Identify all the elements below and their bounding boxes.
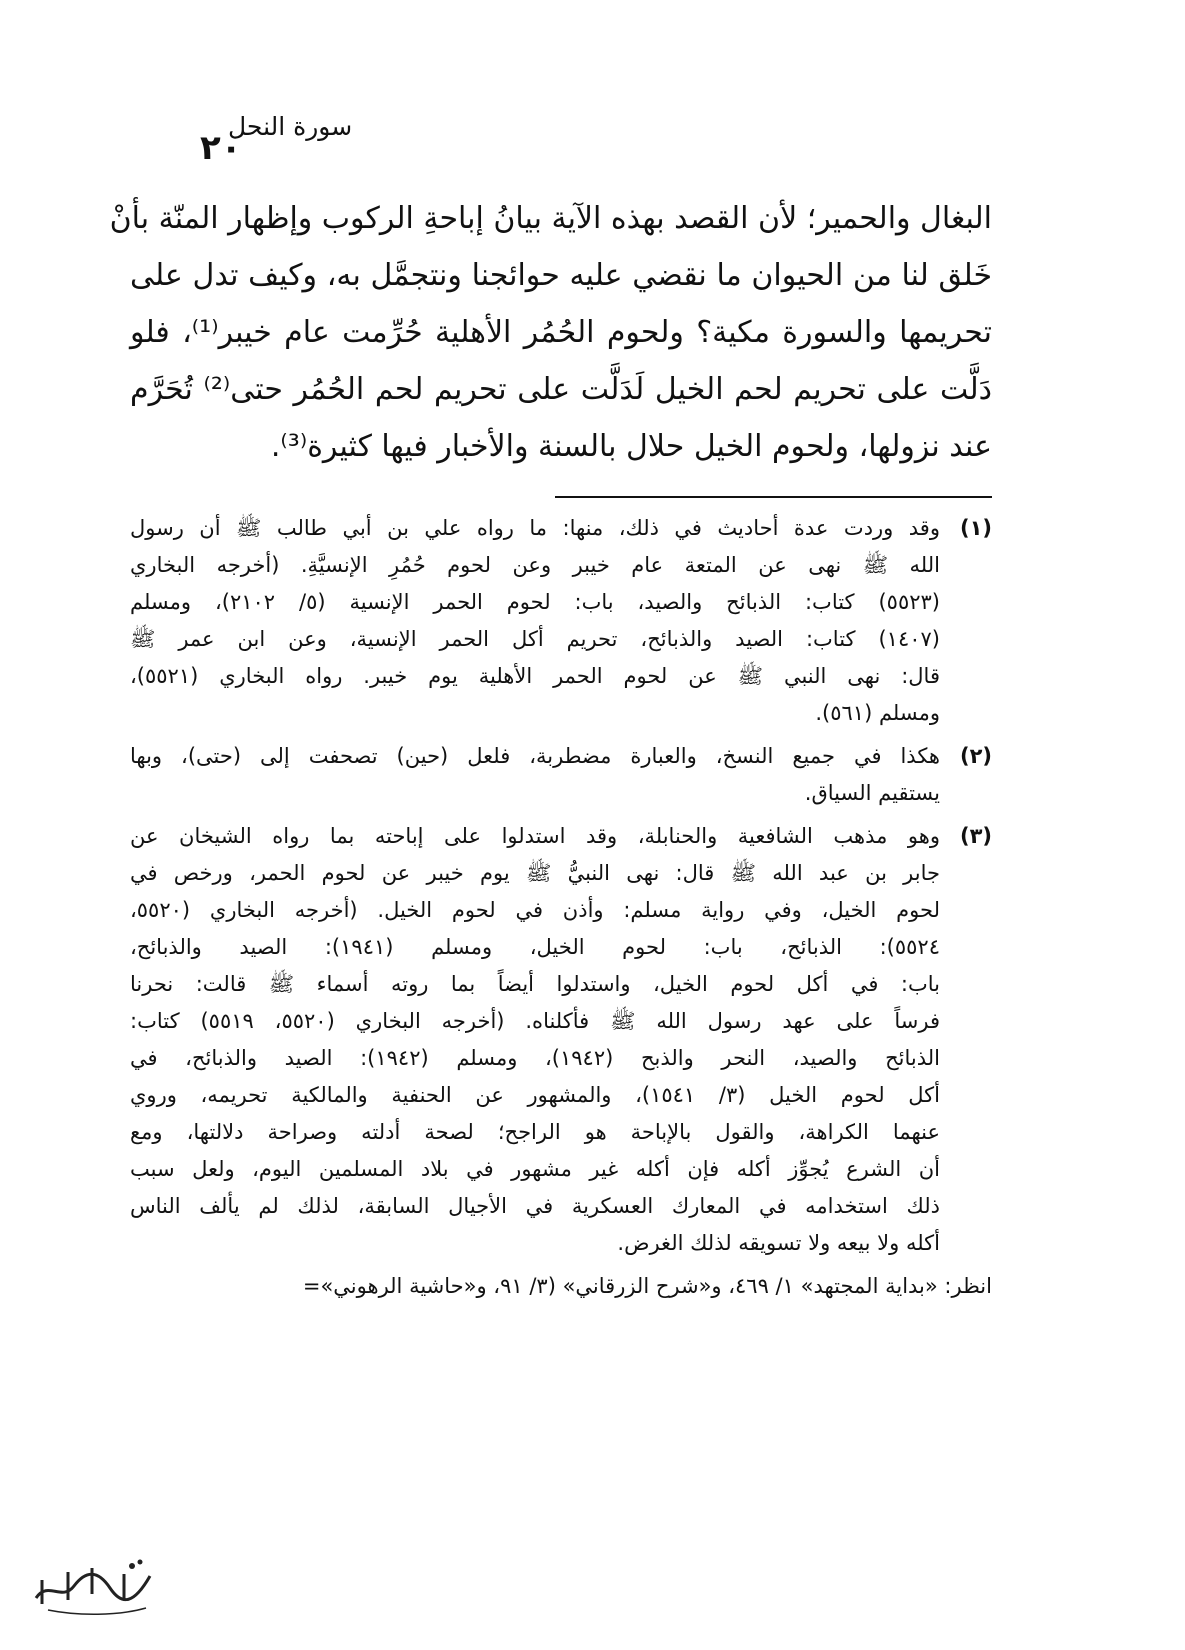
footnote-line: باب: في أكل لحوم الخيل، واستدلوا أيضاً بما روته أسماء ﷺ قالت: نحرنا bbox=[130, 972, 940, 996]
footnote-1 bbox=[130, 510, 992, 732]
footnote-number: (٣) bbox=[959, 824, 992, 848]
footnote-line: يستقيم السياق. bbox=[804, 781, 940, 805]
footnote-2 bbox=[130, 738, 992, 812]
stamp-calligraphy-icon bbox=[28, 1550, 158, 1620]
main-text-line: تحريمها والسورة مكية؟ ولحوم الحُمُر الأهلية حُرِّمت عام خيبر⁽¹⁾، فلو bbox=[130, 315, 992, 350]
footnote-3 bbox=[130, 818, 992, 1262]
main-text-line: خَلق لنا من الحيوان ما نقضي عليه حوائجنا ونتجمَّل به، وكيف تدل على bbox=[130, 258, 992, 293]
footnote-body bbox=[130, 738, 940, 812]
main-text-line: البغال والحمير؛ لأن القصد بهذه الآية بيانُ إباحةِ الركوب وإظهار المنّة بأنْ bbox=[109, 201, 992, 236]
footnote-line: عنهما الكراهة، والقول بالإباحة هو الراجح؛ لصحة أدلته وصراحة دلالتها، ومع bbox=[130, 1120, 940, 1144]
trailing-note bbox=[130, 1268, 992, 1305]
footnote-line: (١٤٠٧) كتاب: الصيد والذبائح، تحريم أكل الحمر الإنسية، وعن ابن عمر ﷺ bbox=[130, 627, 940, 651]
footnote-line: أكل لحوم الخيل (٣/ ١٥٤١)، والمشهور عن الحنفية والمالكية تحريمه، وروي bbox=[130, 1083, 940, 1107]
footnote-line: قال: نهى النبي ﷺ عن لحوم الحمر الأهلية يوم خيبر. رواه البخاري (٥٥٢١)، bbox=[130, 664, 940, 688]
main-text bbox=[109, 190, 992, 475]
footnote-line: (٥٥٢٣) كتاب: الذبائح والصيد، باب: لحوم الحمر الإنسية (٥/ ٢١٠٢)، ومسلم bbox=[130, 590, 940, 614]
footnote-number: (١) bbox=[959, 516, 992, 540]
footnote-line: ومسلم (٥٦١). bbox=[815, 701, 940, 725]
main-text-line: عند نزولها، ولحوم الخيل حلال بالسنة والأخبار فيها كثيرة⁽³⁾. bbox=[270, 429, 992, 464]
surah-title: سورة النحل bbox=[228, 112, 353, 141]
footnotes bbox=[130, 510, 992, 1311]
footnote-line: أن الشرع يُجوِّز أكله فإن أكله غير مشهور في بلاد المسلمين اليوم، ولعل سبب bbox=[130, 1157, 940, 1181]
page-number: ٢٠ bbox=[200, 128, 242, 168]
footnote-line: أكله ولا بيعه ولا تسويقه لذلك الغرض. bbox=[617, 1231, 940, 1255]
footnote-line: الذبائح والصيد، النحر والذبح (١٩٤٢)، ومسلم (١٩٤٢): الصيد والذبائح، في bbox=[130, 1046, 940, 1070]
footnote-number: (٢) bbox=[959, 744, 992, 768]
footnote-line: فرساً على عهد رسول الله ﷺ فأكلناه. (أخرجه البخاري (٥٥٢٠، ٥٥١٩) كتاب: bbox=[130, 1009, 941, 1033]
footnote-line: الله ﷺ نهى عن المتعة عام خيبر وعن لحوم حُمُرِ الإنسيَّةِ. (أخرجه البخاري bbox=[130, 553, 940, 577]
library-stamp-logo bbox=[28, 1550, 158, 1620]
footnote-divider bbox=[555, 496, 992, 498]
footnote-body bbox=[130, 510, 940, 732]
footnote-line: وقد وردت عدة أحاديث في ذلك، منها: ما رواه علي بن أبي طالب ﷺ أن رسول bbox=[130, 516, 940, 540]
trailing-note-line: انظر: «بداية المجتهد» ١/ ٤٦٩، و«شرح الزرقاني» (٣/ ٩١، و«حاشية الرهوني»= bbox=[302, 1274, 992, 1298]
main-text-line: دَلَّت على تحريم لحم الخيل لَدَلَّت على تحريم لحم الحُمُر حتى⁽²⁾ تُحَرَّم bbox=[130, 372, 992, 407]
running-head bbox=[200, 112, 1000, 168]
footnote-body bbox=[130, 818, 940, 1262]
footnote-line: هكذا في جميع النسخ، والعبارة مضطربة، فلعل (حين) تصحفت إلى (حتى)، وبها bbox=[130, 744, 940, 768]
footnote-line: ذلك استخدامه في المعارك العسكرية في الأجيال السابقة، لذلك لم يألف الناس bbox=[130, 1194, 940, 1218]
footnote-line: لحوم الخيل، وفي رواية مسلم: وأذن في لحوم الخيل. (أخرجه البخاري (٥٥٢٠، bbox=[130, 898, 940, 922]
footnote-line: وهو مذهب الشافعية والحنابلة، وقد استدلوا على إباحته بما رواه الشيخان عن bbox=[130, 824, 940, 848]
footnote-line: جابر بن عبد الله ﷺ قال: نهى النبيُّ ﷺ يوم خيبر عن لحوم الحمر، ورخص في bbox=[130, 861, 940, 885]
footnote-line: ٥٥٢٤): الذبائح، باب: لحوم الخيل، ومسلم (١٩٤١): الصيد والذبائح، bbox=[130, 935, 940, 959]
